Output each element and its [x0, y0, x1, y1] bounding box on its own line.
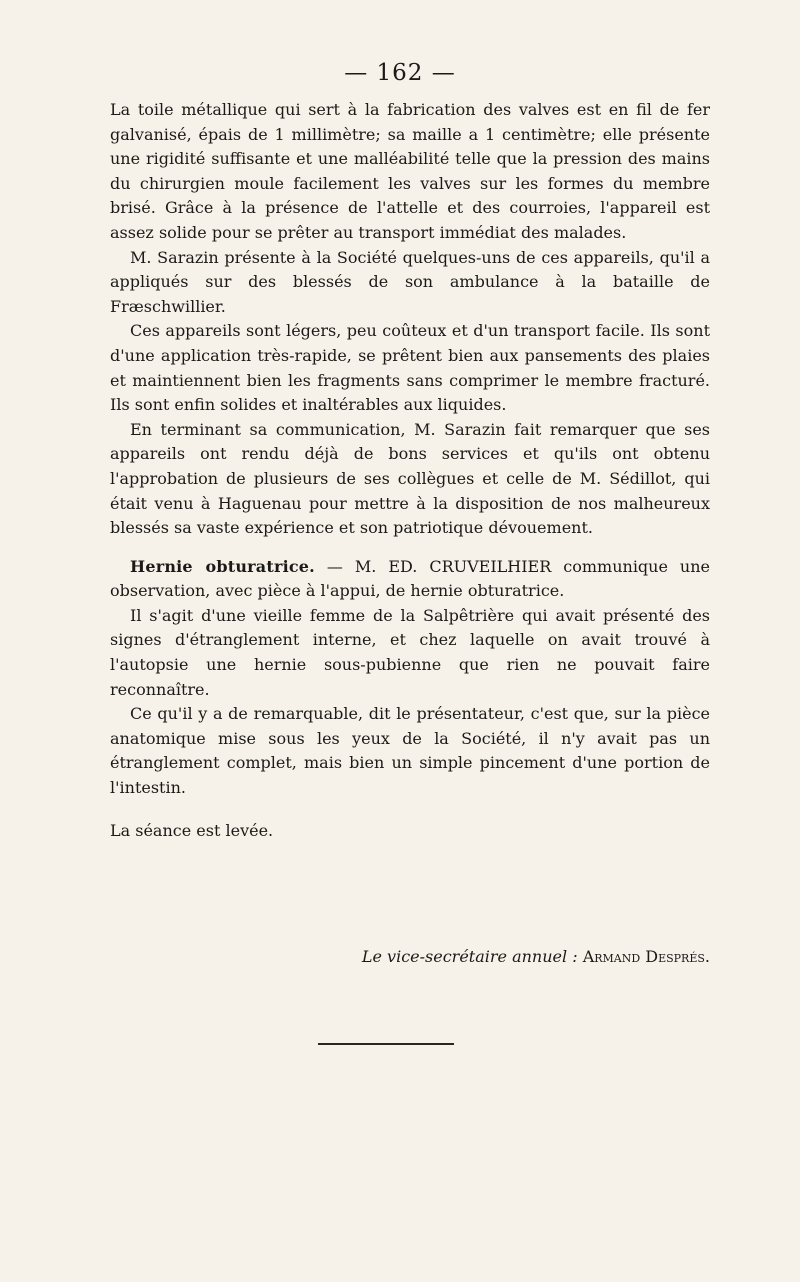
paragraph: Ces appareils sont légers, peu coûteux et d'un transport facile. Ils sont d'une application très-rapide, se prêtent bien aux pansements des plaies et maintiennent bien les fragments sans comprimer le membre fracturé. Ils sont enfin solides et inaltérables aux liquides. [110, 321, 710, 415]
closing-rule [318, 1043, 454, 1045]
paragraph: Il s'agit d'une vieille femme de la Salpêtrière qui avait présenté des signes d'étranglement interne, et chez laquelle on avait trouvé à l'autopsie une hernie sous-pubienne que rien ne pouvait faire reconnaître. [110, 605, 710, 699]
body-text [110, 98, 710, 843]
paragraph: M. Sarazin présente à la Société quelques-uns de ces appareils, qu'il a appliqués sur des blessés de son ambulance à la bataille de Fræschwillier. [110, 247, 710, 316]
signature-name: Armand Després. [582, 947, 710, 966]
closing-line: La séance est levée. [110, 820, 274, 840]
paragraph: Ce qu'il y a de remarquable, dit le présentateur, c'est que, sur la pièce anatomique mise sous les yeux de la Société, il n'y avait pas un étranglement complet, mais bien un simple pincement d'une portion de l'intestin. [110, 704, 710, 798]
speaker-name: — M. ED. CRUVEILHIER [314, 556, 552, 576]
signature-line [110, 945, 710, 969]
signature-role: Le vice-secrétaire annuel : [361, 947, 578, 966]
paragraph: En terminant sa communication, M. Sarazin fait remarquer que ses appareils ont rendu déjà de bons services et qu'ils ont obtenu l'approbation de plusieurs de ses collègues et celle de M. Sédillot, qui était venu à Haguenau pour mettre à la disposition de nos malheureux blessés sa vaste expérience et son patriotique dévouement. [110, 419, 710, 538]
page-number: — 162 — [344, 60, 456, 86]
section-heading: Hernie obturatrice. [130, 556, 315, 576]
section-paragraph [110, 555, 710, 604]
section-intro: communique une observation, avec pièce à l'appui, de hernie obturatrice. [110, 556, 710, 601]
paragraph: La toile métallique qui sert à la fabrication des valves est en fil de fer galvanisé, épais de 1 millimètre; sa maille a 1 centimètre; elle présente une rigidité suffisante et une malléabilité telle que la pression des mains du chirurgien moule facilement les valves sur les formes du membre brisé. Grâce à la présence de l'attelle et des courroies, l'appareil est assez solide pour se prêter au transport immédiat des malades. [110, 100, 710, 242]
